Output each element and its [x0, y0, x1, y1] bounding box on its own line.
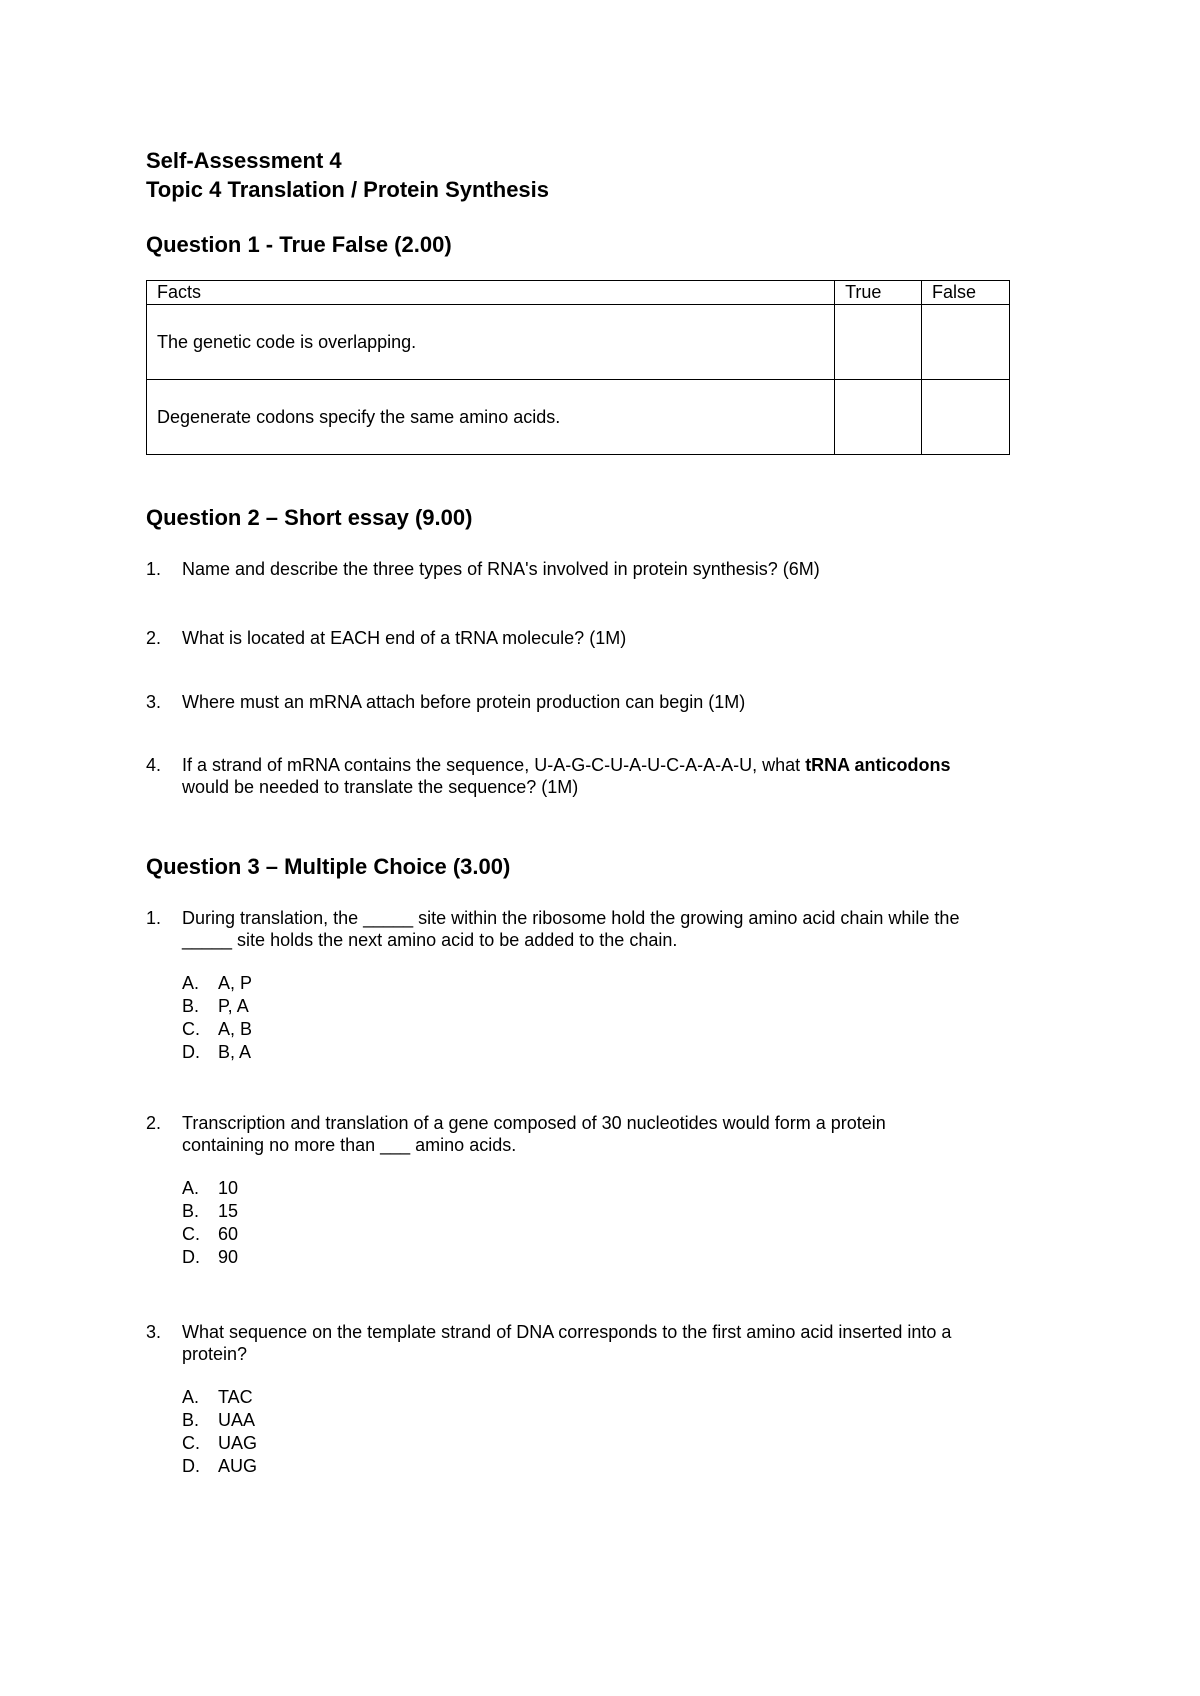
option-value: TAC — [218, 1387, 253, 1407]
false-answer-cell[interactable] — [922, 380, 1010, 455]
item-text: Where must an mRNA attach before protein production can begin (1M) — [182, 692, 746, 712]
item-number: 3. — [146, 692, 162, 712]
option-value: AUG — [218, 1456, 258, 1476]
table-row — [147, 380, 1010, 455]
item-text-part: would be needed to translate the sequence? (1M) — [182, 777, 579, 797]
document-header — [146, 146, 549, 204]
document-subtitle: Topic 4 Translation / Protein Synthesis — [146, 177, 550, 202]
fact-cell: Degenerate codons specify the same amino acids. — [147, 380, 835, 455]
option-value: 60 — [218, 1224, 239, 1244]
option-letter: A. — [182, 973, 200, 993]
fact-cell: The genetic code is overlapping. — [147, 305, 835, 380]
option-letter: C. — [182, 1019, 200, 1039]
option-value: UAA — [218, 1410, 256, 1430]
table-row — [147, 305, 1010, 380]
item-number: 3. — [146, 1322, 162, 1342]
option-value: 90 — [218, 1247, 239, 1267]
true-answer-cell[interactable] — [835, 305, 922, 380]
column-header-false: False — [922, 281, 1010, 305]
item-text-part: If a strand of mRNA contains the sequence, U-A-G-C-U-A-U-C-A-A-A-U, what — [182, 755, 806, 775]
option-value: 15 — [218, 1201, 239, 1221]
item-text-part: protein? — [182, 1344, 248, 1364]
item-text-part: During translation, the _____ site within the ribosome hold the growing amino acid chain while the — [182, 908, 960, 928]
item-text — [182, 754, 1062, 798]
false-answer-cell[interactable] — [922, 305, 1010, 380]
option-value: A, B — [218, 1019, 253, 1039]
option-letter: A. — [182, 1178, 200, 1198]
item-text-part: containing no more than ___ amino acids. — [182, 1135, 517, 1155]
option-letter: C. — [182, 1433, 200, 1453]
item-text — [182, 907, 1062, 951]
option-letter: D. — [182, 1042, 200, 1062]
document-title: Self-Assessment 4 — [146, 148, 342, 173]
item-text-part: What sequence on the template strand of DNA corresponds to the first amino acid inserted into a — [182, 1322, 952, 1342]
question-2-heading: Question 2 – Short essay (9.00) — [146, 505, 473, 530]
item-number: 4. — [146, 755, 162, 775]
item-text-part: Transcription and translation of a gene composed of 30 nucleotides would form a protein — [182, 1113, 886, 1133]
question-3-heading: Question 3 – Multiple Choice (3.00) — [146, 854, 511, 879]
option-letter: C. — [182, 1224, 200, 1244]
item-text-bold: tRNA anticodons — [805, 755, 951, 775]
column-header-true: True — [835, 281, 922, 305]
option-letter: A. — [182, 1387, 200, 1407]
option-value: UAG — [218, 1433, 258, 1453]
option-value: P, A — [218, 996, 249, 1016]
item-number: 2. — [146, 1113, 162, 1133]
option-value: A, P — [218, 973, 253, 993]
option-letter: B. — [182, 996, 200, 1016]
true-false-table — [146, 280, 1010, 455]
true-answer-cell[interactable] — [835, 380, 922, 455]
item-text: What is located at EACH end of a tRNA molecule? (1M) — [182, 628, 627, 648]
item-text — [182, 1112, 1062, 1156]
option-letter: B. — [182, 1410, 200, 1430]
option-letter: D. — [182, 1247, 200, 1267]
item-number: 2. — [146, 628, 162, 648]
option-value: B, A — [218, 1042, 252, 1062]
item-number: 1. — [146, 559, 162, 579]
item-text — [182, 1321, 1062, 1365]
item-text: Name and describe the three types of RNA's involved in protein synthesis? (6M) — [182, 559, 820, 579]
column-header-facts: Facts — [147, 281, 835, 305]
question-1-heading: Question 1 - True False (2.00) — [146, 232, 452, 257]
item-number: 1. — [146, 908, 162, 928]
option-letter: B. — [182, 1201, 200, 1221]
option-value: 10 — [218, 1178, 239, 1198]
table-header-row — [147, 281, 1010, 305]
item-text-part: _____ site holds the next amino acid to be added to the chain. — [182, 930, 678, 950]
option-letter: D. — [182, 1456, 200, 1476]
